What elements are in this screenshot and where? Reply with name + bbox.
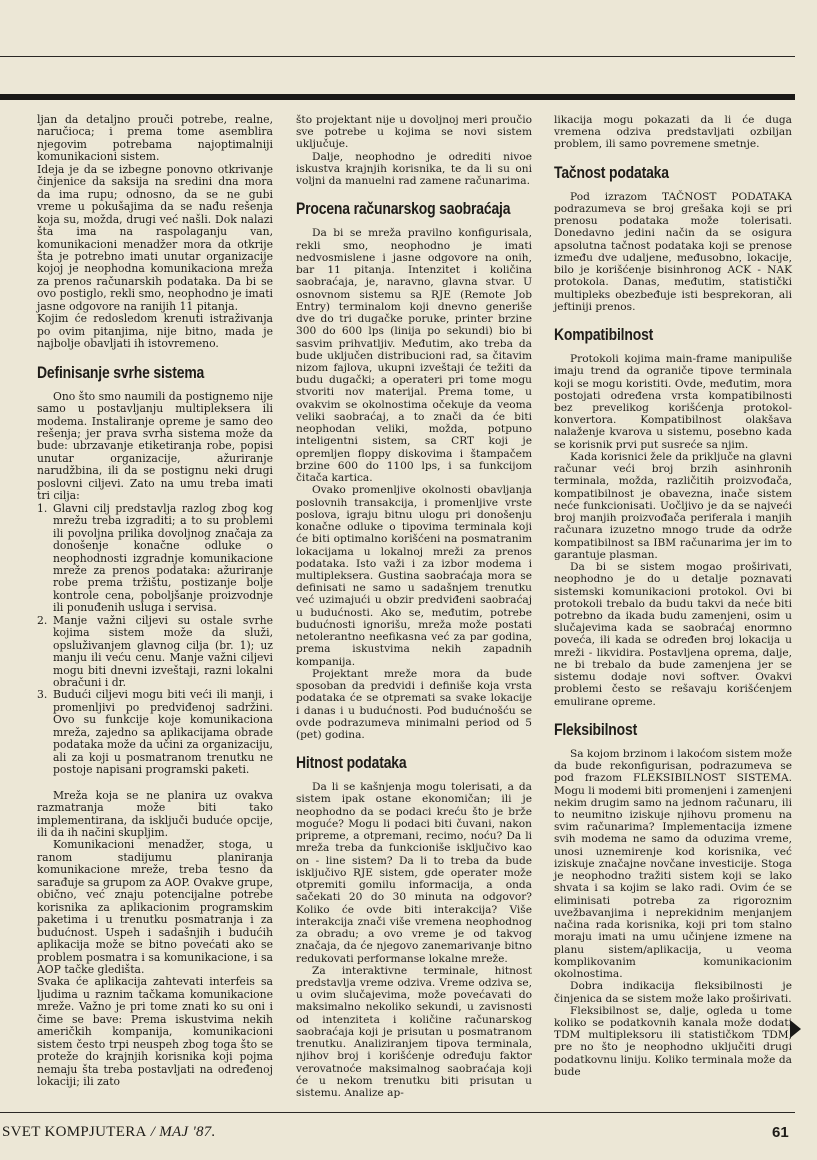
paragraph: Ono što smo naumili da postignemo nije samo u postavljanju multipleksera ili modema. Instaliranje opreme je samo deo rešenja; jer prava svrha sistema može da bude: ubrzavanje etiketiranja robe, popisi unutar organizacije, ažuriranje narudžbina, ili da se postignu neki drugi poslovni ciljevi. Zato na umu treba imati tri cilja: [37,389,273,503]
column-1 [37,114,273,1089]
paragraph: Ovako promenljive okolnosti obavljanja poslovnih transakcija, i promenljive vrste poslova, igraju bitnu ulogu pri donošenju konačne odluke o tipovima terminala koji će biti optimalno korišćeni na posmatranim lokacijama u lokalnoj mreži za prenos podataka. Isto važi i za izbor modema i multipleksera. Gustina saobraćaja mora se definisati ne samo u sadašnjem trenutku već uzimajući u obzir predviđeni saobraćaj u budućnosti. Ako se, međutim, potrebe budućnosti ignorišu, mreža može postati netolerantno neefikasna već za par godina, prema iskustvima nekih zapadnih kompanija. [296,484,532,668]
paragraph: Dobra indikacija fleksibilnosti je činjenica da se sistem može lako proširivati. [554,980,792,1005]
list-item [37,615,273,690]
paragraph: Da bi se sistem mogao proširivati, neophodno je do u detalje poznavati sistemski komunikacioni protokol. Ovi bi protokoli trebalo da budu takvi da neće biti potrebno da ikada budu zamenjeni, osim u slučajevima kada se saobraćaj enormno poveća, ili kada se određen broj lokacija u mreži - likvidira. Postavljena oprema, dalje, ne bi trebalo da bude zamenjena jer se sistemu dodaje novi softver. Ovakvi problemi često se rešavaju korišćenjem emulirane opreme. [554,561,792,708]
list-item [37,689,273,776]
paragraph: Kada korisnici žele da priključe na glavni računar veći broj brzih asinhronih terminala, možda, različitih proizvođača, kompatibilnost je obavezna, inače sistem neće funkcionisati. Uočljivo je da se najveći broj manjih proizvođača periferala i manjih računara izuzetno mnogo trude da održe kompatibilnost sa IBM računarima jer im to garantuje plasman. [554,450,792,561]
right-triangle-arrow-icon [790,1020,801,1038]
paragraph: što projektant nije u dovoljnoj meri proučio sve potrebe u kojima se novi sistem uključuje. [296,114,532,151]
list-text: Manje važni ciljevi su ostale svrhe kojima sistem može da služi, opsluživanjem glavnog cilja (br. 1); uz manju ili veću cenu. Manje važni ciljevi mogu biti dnevni izveštaji, razni lokalni obračuni i dr. [53,613,273,690]
paragraph: Mreža koja se ne planira uz ovakva razmatranja može biti tako implementirana, da isključi buduće opcije, ili da ih načini skupljim. [37,788,273,840]
paragraph: Komunikacioni menadžer, stoga, u ranom stadijumu planiranja komunikacione mreže, treba tesno da sarađuje sa grupom za AOP. Ovakve grupe, obično, već znaju potencijalne potrebe korisnika za aplikacionim programskim paketima i u trenutku posmatranja i za budućnost. Uspeh i sadašnjih i budućih aplikacija može se bitno povećati ako se problem posmatra i sa komunikacione, i sa AOP tačke gledišta. [37,838,273,976]
list-number: 3. [37,688,48,702]
paragraph: Da li se kašnjenja mogu tolerisati, a da sistem ipak ostane ekonomičan; ili je neophodno da se podaci kreću što je brže moguće? Mogu li podaci biti čuvani, nakon pripreme, a otpremani, recimo, noću? Da li mreža treba da funkcioniše isključivo kao on - line sistem? Da li to treba da bude isključivo RJE sistem, gde operater može otpremiti gomilu informacija, a onda sačekati 20 do 30 minuta na odgovor? Koliko će ovde biti interakcija? Više interakcija znači više vremena neophodnog za obradu; a ovo vreme je od takvog značaja, da će njegovo zanemarivanje bitno redukovati performanse lokalne mreže. [296,781,532,965]
paragraph: Sa kojom brzinom i lakoćom sistem može da bude rekonfigurisan, podrazumeva se pod frazom FLEKSIBILNOST SISTEMA. Mogu li modemi biti promenjeni i zamenjeni nekim drugim samo na jednom računaru, ili to neumitno iziskuje njihovu promenu na svim računarima? Implementacija izmene svih modema ne samo da oduzima vreme, unosi uznemirenje kod korisnika, već iziskuje značajne novčane investicije. Stoga je neophodno tražiti sistem koji se lako shvata i sa kojim se lako radi. Ovim će se eliminisati potreba za rigoroznim uvežbavanjima i neprekidnim menjanjem načina rada korisnika, koji pri tom stalno moraju imati na umu učinjene izmene na planu sistem/aplikacija, u veoma komplikovanim komunikacionim okolnostima. [554,747,792,981]
list-text: Budući ciljevi mogu biti veći ili manji, i promenljivi po predviđenoj sadržini. Ovo su funkcije koje komunikaciona mreža, zajedno sa aplikacijama obrade podataka može da učini za organizaciju, ali za koji u posmatranom trenutku ne postoje napisani programski paketi. [53,688,273,777]
goals-list [37,503,273,777]
paragraph: Fleksibilnost se, dalje, ogleda u tome koliko se podatkovnih kanala može dodati TDM multipleksoru ili statističkom TDM, pre no što je neophodno uključiti drugi podatkovnu liniju. Koliko terminala može da bude [554,1004,792,1078]
list-item [37,503,273,615]
section-heading: Kompatibilnost [554,325,654,345]
list-number: 1. [37,501,48,515]
paragraph: Za interaktivne terminale, hitnost predstavlja vreme odziva. Vreme odziva se, u ovim slučajevima, može povećavati do maksimalno nekoliko sekundi, u zavisnosti od intenziteta i količine računarskog saobraćaja koji je prisutan u posmatranom trenutku. Analiziranjem tipova terminala, njihov broj i korišćenje određuju faktor verovatnoće maksimalnog saobraćaja koji će u nekom trenutku biti prisutan u sistemu. Analize ap- [296,964,532,1100]
list-text: Glavni cilj predstavlja razlog zbog kog mrežu treba izgraditi; a to su problemi ili povoljna prilika dovoljnog značaja za donošenje konačne odluke o neophodnosti izgradnje komunikacione mreže za prenos podataka: ažuriranje robe prema tržištu, postizanje bolje kontrole cena, poboljšanje proizvodnje ili ponuđenih usluga i servisa. [53,501,273,615]
paragraph: likacija mogu pokazati da li će duga vremena odziva predstavljati ozbiljan problem, ili samo povremene smetnje. [554,114,792,151]
paragraph: ljan da detaljno prouči potrebe, realne, naručioca; i prema tome asemblira njegovim potrebama najoptimalniji komunikacioni sistem. [37,113,273,164]
column-2 [296,114,532,1099]
footer-separator: / [146,1124,160,1140]
issue-date: MAJ '87. [159,1124,216,1140]
paragraph: Pod izrazom TAČNOST PODATAKA podrazumeva se broj grešaka koji se pri prenosu podataka može tolerisati. Donedavno jedini način da se osigura apsolutna tačnost podataka koji se prenose između dve udaljene, međusobno, lokacije, bilo je korišćenje bisinhronog ACK - NAK protokola. Danas, međutim, statistički multipleks obezbeđuje isti besprekoran, ali jeftiniji prenos. [554,190,792,313]
section-heading: Fleksibilnost [554,719,638,739]
page-number: 61 [772,1124,789,1141]
paragraph: Ideja je da se izbegne ponovno otkrivanje činjenice da saksija na sredini dna mora da ima rupu; odnosno, da se ne gubi vreme u pokušajima da se nađu rešenja koja su, možda, drugi već našli. Dok nalazi šta ima na raspolaganju van, komunikacioni menadžer mora da otkrije šta je potrebno imati unutar organizacije kojoj je neophodna komunikaciona mreža za prenos računarskih podataka. Da bi se ovo postiglo, rekli smo, neophodno je imati jasne odgovore na ranijih 11 pitanja. [37,162,273,313]
footer-rule [0,1112,795,1113]
paragraph: Kojim će redosledom krenuti istraživanja po ovim pitanjima, nije bitno, mada je najbolje obavljati ih istovremeno. [37,312,273,351]
paragraph: Projektant mreže mora da bude sposoban da predvidi i definiše koja vrsta podataka će se otpremati sa svake lokacije i danas i u budućnosti. Pod budućnošću se ovde podrazumeva minimalni period od 5 (pet) godina. [296,667,532,742]
footer-magazine [2,1124,216,1141]
paragraph: Svaka će aplikacija zahtevati interfeis sa ljudima u raznim tačkama komunikacione mreže. Važno je pri tome znati ko su oni i čime se bave: Prema iskustvima nekih američkih kompanija, komunikacioni sistem često trpi neuspeh zbog toga što se proteže do krajnjih korisnika koji pojma nemaju šta treba postavljati na određenoj lokaciji; ili zato [37,975,273,1089]
top-rule [0,56,795,57]
paragraph: Dalje, neophodno je odrediti nivoe iskustva krajnjih korisnika, te da li su oni voljni da manuelni rad zamene računarima. [296,150,532,188]
paragraph: Protokoli kojima main-frame manipuliše imaju trend da ograniče tipove terminala koji se mogu koristiti. Ovde, međutim, mora postojati određena vrsta kompatibilnosti bez prevelikog korišćenja protokol-konvertora. Kompatibilnost olakšava nalaženje kvarova u sistemu, posebno kada se korisnik prvi put susreće sa njim. [554,353,792,451]
section-heading: Definisanje svrhe sistema [37,362,205,382]
paragraph: Da bi se mreža pravilno konfigurisala, rekli smo, neophodno je imati nedvosmislene i jasne odgovore na onih, bar 11 pitanja. Intenzitet i količina saobraćaja, je, naravno, glavna stvar. U osnovnom sistemu sa RJE (Remote Job Entry) terminalom koji dnevno generiše dve do tri dugačke poruke, printer brzine 300 do 600 lps (linija po sekundi) bio bi sasvim prihvatljiv. Međutim, ako treba da bude uključen distribucioni rad, sa čitavim nizom fajlova, ukupni izveštaji će težiti da budu dugački; a operateri pri tome mogu stvoriti nov materijal. Prema tome, u ovakvim se okolnostima očekuje da veoma veliki saobraćaj, a to znači da će biti neophodan veliki, možda, potpuno inteligentni sistem, sa CRT koji je opremljen floppy diskovima i štampačem brzine 600 do 1100 lps, i sa funkcijom čitača kartica. [296,227,532,485]
header-bar [0,94,795,100]
section-heading: Hitnost podataka [296,753,407,773]
section-heading: Tačnost podataka [554,162,669,182]
column-3 [554,114,792,1078]
list-number: 2. [37,613,48,627]
section-heading: Procena računarskog saobraćaja [296,199,511,219]
magazine-name: SVET KOMPJUTERA [2,1124,147,1140]
